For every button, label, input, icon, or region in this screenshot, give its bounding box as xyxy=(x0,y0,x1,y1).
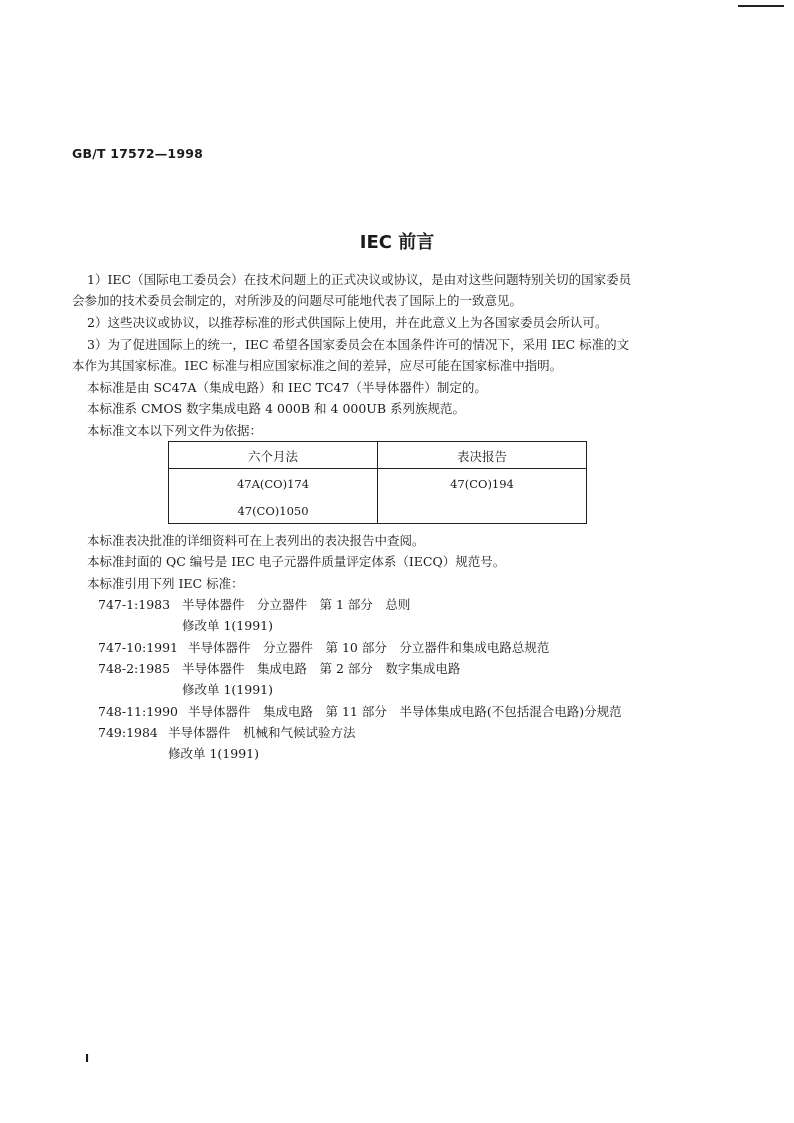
reference-code: 749:1984 xyxy=(98,725,158,740)
paragraph-6: 本标准文本以下列文件为依据： xyxy=(87,423,263,438)
reference-title: 半导体器件 机械和气候试验方法 xyxy=(168,725,356,740)
paragraph-3-line-2: 本作为其国家标准。IEC 标准与相应国家标准之间的差异，应尽可能在国家标准中指明。 xyxy=(72,358,563,373)
paragraph-8: 本标准封面的 QC 编号是 IEC 电子元器件质量评定体系（IECQ）规范号。 xyxy=(87,554,506,569)
header-rule xyxy=(738,5,784,7)
page-title: IEC 前言 xyxy=(359,232,435,253)
reference-code: 747-1:1983 xyxy=(98,597,171,612)
standard-code: GB/T 17572—1998 xyxy=(72,146,204,161)
paragraph-3-line-1: 3）为了促进国际上的统一，IEC 希望各国家委员会在本国条件许可的情况下，采用 IEC 标准的文 xyxy=(87,337,630,352)
reference-code: 748-11:1990 xyxy=(98,704,179,719)
reference-amendment: 修改单 1(1991) xyxy=(182,682,273,697)
paragraph-9: 本标准引用下列 IEC 标准： xyxy=(87,576,244,591)
reference-code: 747-10:1991 xyxy=(98,640,179,655)
paragraph-2: 2）这些决议或协议，以推荐标准的形式供国际上使用，并在此意义上为各国家委员会所认可。 xyxy=(87,315,608,330)
paragraph-5: 本标准系 CMOS 数字集成电路 4 000B 和 4 000UB 系列族规范。 xyxy=(87,401,465,416)
table-cell: 47A(CO)174 xyxy=(236,477,310,491)
reference-amendment: 修改单 1(1991) xyxy=(168,746,259,761)
reference-title: 半导体器件 集成电路 第 2 部分 数字集成电路 xyxy=(182,661,461,676)
table-header-voting-report: 表决报告 xyxy=(456,449,507,464)
reference-title: 半导体器件 集成电路 第 11 部分 半导体集成电路(不包括混合电路)分规范 xyxy=(188,704,622,719)
table-header-six-month: 六个月法 xyxy=(247,449,298,464)
reference-title: 半导体器件 分立器件 第 10 部分 分立器件和集成电路总规范 xyxy=(188,640,550,655)
table-header-divider xyxy=(169,468,586,469)
paragraph-4: 本标准是由 SC47A（集成电路）和 IEC TC47（半导体器件）制定的。 xyxy=(87,380,487,395)
reference-code: 748-2:1985 xyxy=(98,661,171,676)
reference-amendment: 修改单 1(1991) xyxy=(182,618,273,633)
paragraph-1-line-2: 会参加的技术委员会制定的，对所涉及的问题尽可能地代表了国际上的一致意见。 xyxy=(72,293,523,308)
paragraph-1-line-1: 1）IEC（国际电工委员会）在技术问题上的正式决议或协议，是由对这些问题特别关切的国家委员 xyxy=(87,272,632,287)
reference-title: 半导体器件 分立器件 第 1 部分 总则 xyxy=(182,597,411,612)
document-basis-table xyxy=(168,441,587,524)
paragraph-7: 本标准表决批准的详细资料可在上表列出的表决报告中查阅。 xyxy=(87,533,425,548)
table-cell: 47(CO)1050 xyxy=(237,504,309,518)
table-cell: 47(CO)194 xyxy=(450,477,514,491)
page-number: I xyxy=(85,1052,90,1065)
